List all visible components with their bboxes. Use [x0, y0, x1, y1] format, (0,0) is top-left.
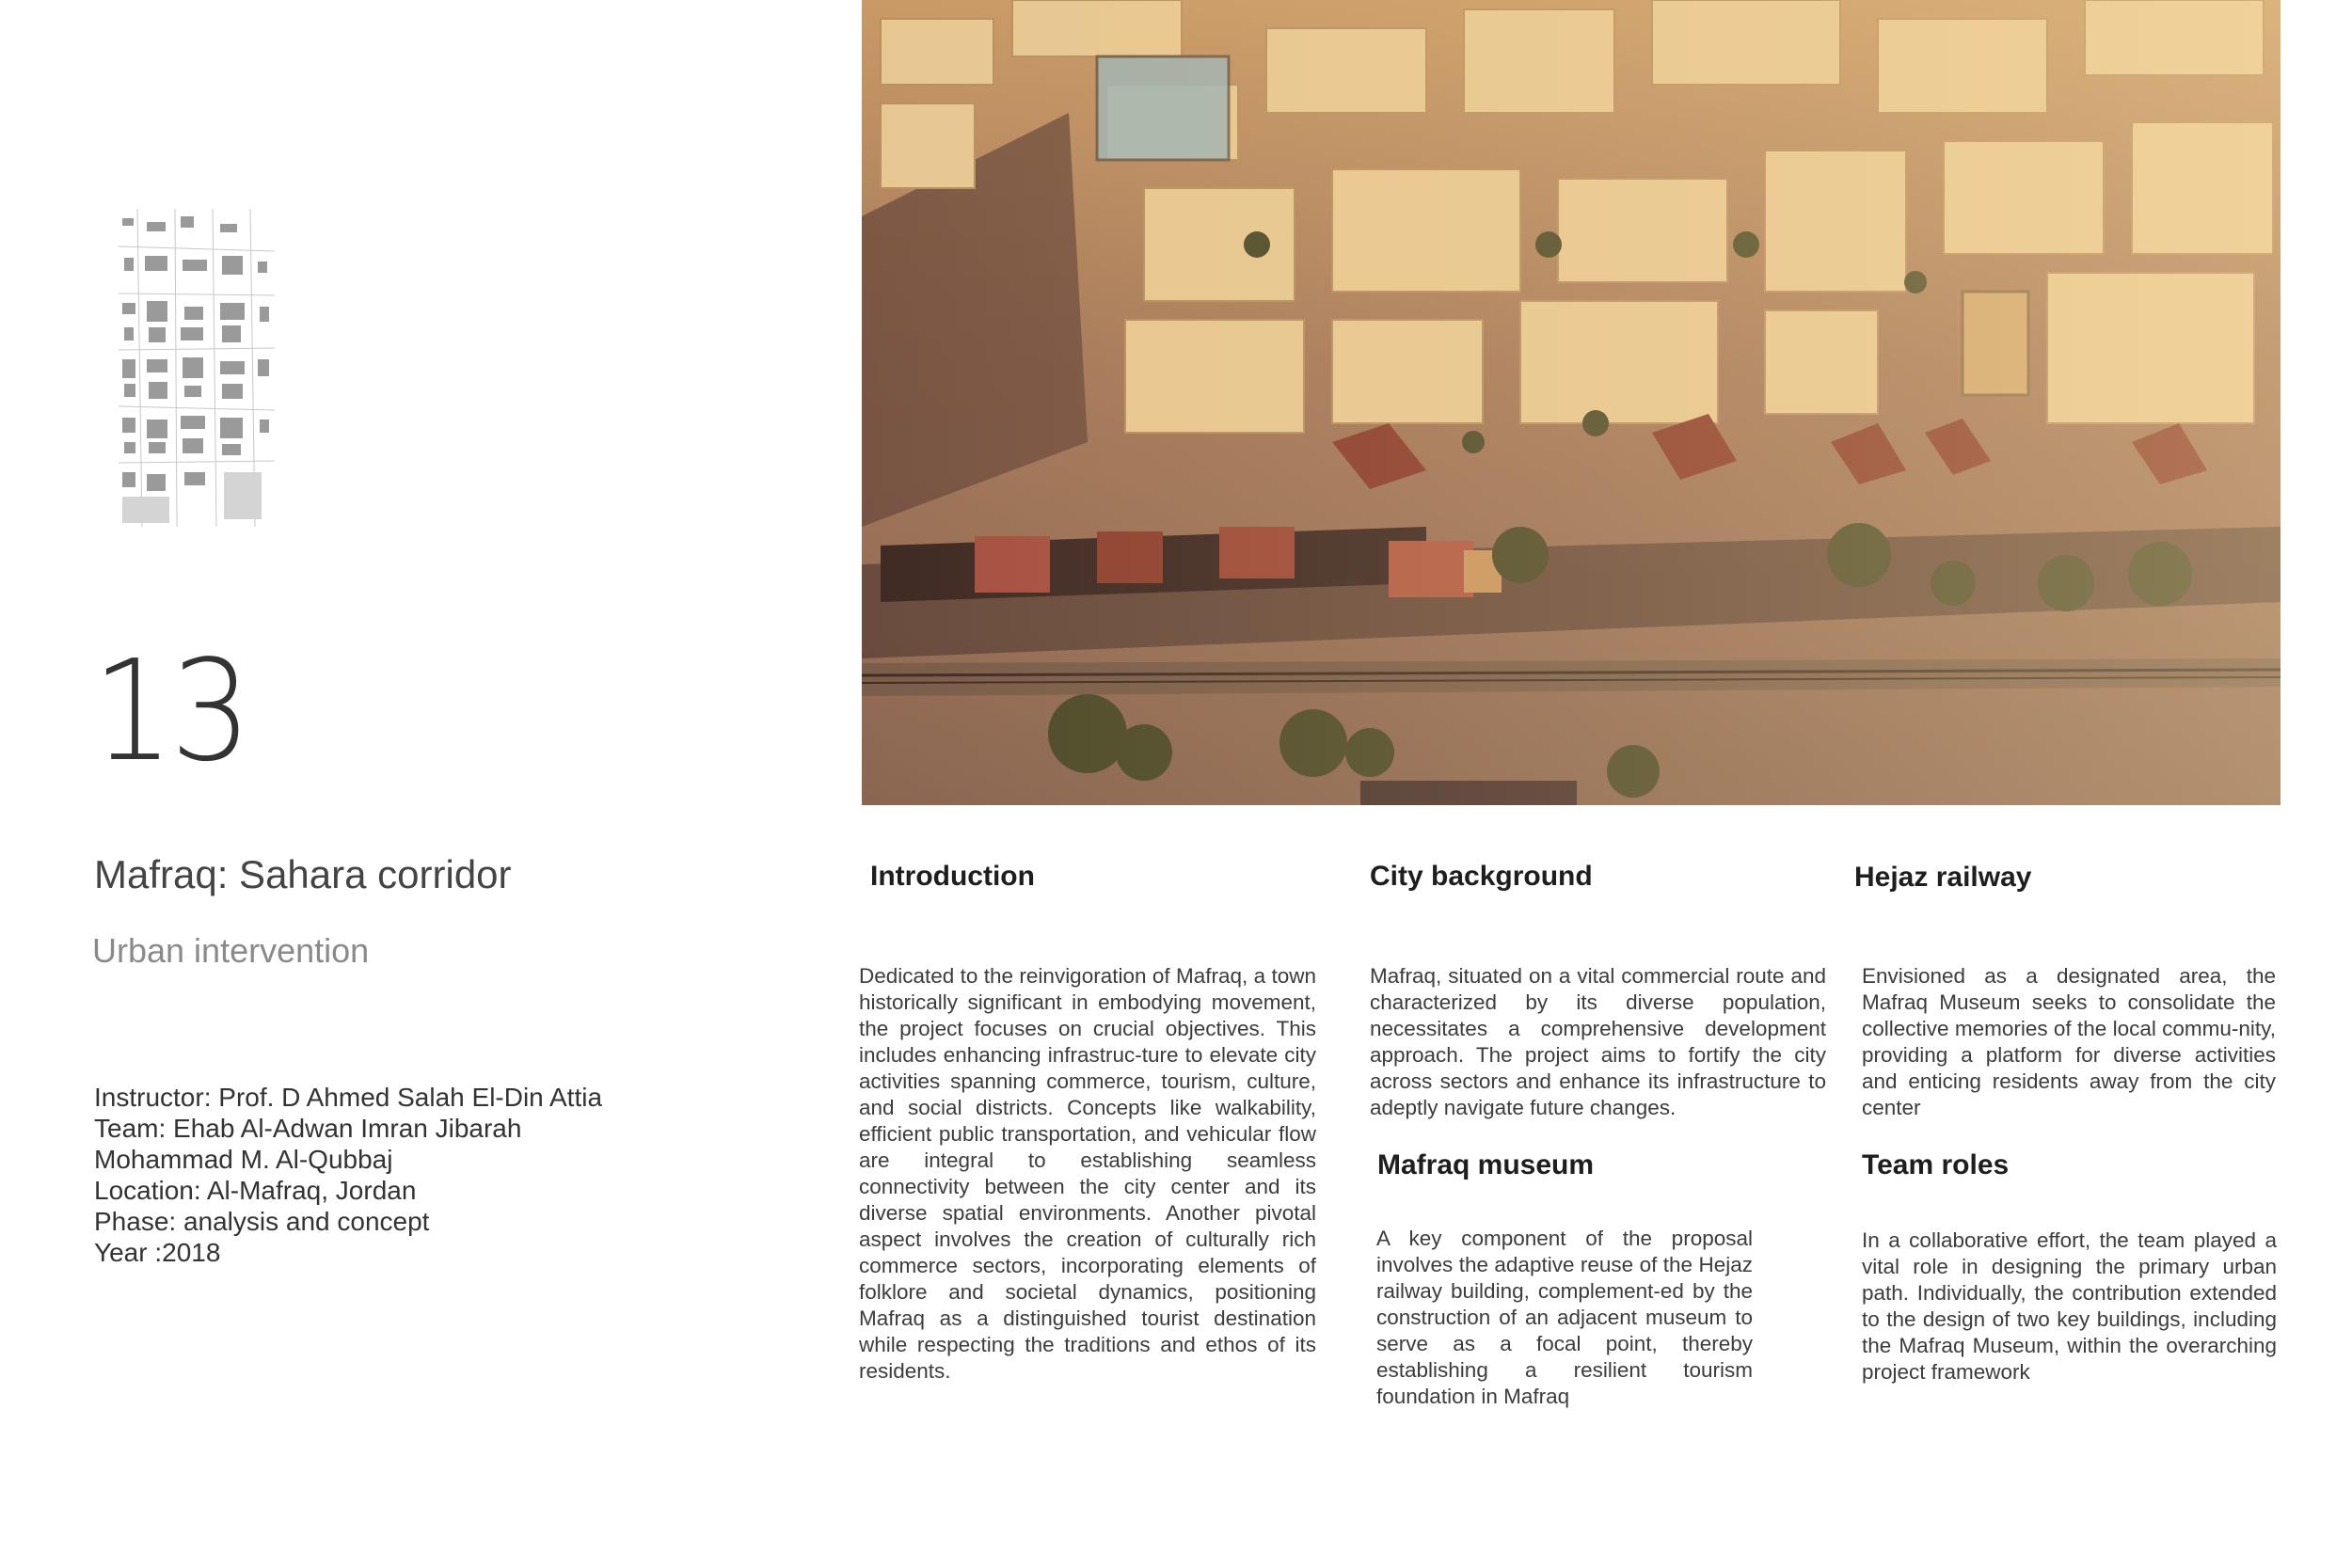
- body-team-roles: In a collaborative effort, the team played a vital role in designing the primary urban path. Individually, the contribution extended to the design of two key buildings, including the Mafraq Museum, within the overarching project framework: [1862, 1228, 2277, 1384]
- body-city-background: Mafraq, situated on a vital commercial route and characterized by its diverse population, necessitates a comprehensive development approach. The project aims to fortify the city across sectors and enhance its infrastructure to adeptly navigate future changes.: [1370, 964, 1826, 1119]
- credit-instructor: Instructor: Prof. D Ahmed Salah El-Din Attia: [94, 1083, 603, 1112]
- body-mafraq-museum: A key component of the proposal involves the adaptive reuse of the Hejaz railway building, complement-ed by the construction of an adjacent museum to serve as a focal point, thereby establishing a resilient tourism foundation in Mafraq: [1376, 1227, 1753, 1408]
- heading-team-roles: Team roles: [1862, 1149, 2010, 1180]
- project-title: Mafraq: Sahara corridor: [94, 852, 512, 896]
- heading-city-background: City background: [1370, 861, 1593, 892]
- credit-team: Team: Ehab Al-Adwan Imran Jibarah: [94, 1114, 522, 1143]
- heading-mafraq-museum: Mafraq museum: [1377, 1149, 1595, 1180]
- credit-location: Location: Al-Mafraq, Jordan: [94, 1176, 417, 1205]
- body-introduction: Dedicated to the reinvigoration of Mafraq, a town historically significant in embodying movement, the project focuses on crucial objectives. This includes enhancing infrastruc-ture to elevate city activities spanning commerce, tourism, culture, and social districts. Concepts like walkability, efficient public transportation, and vehicular flow are integral to establishing seamless connectivity between the city center and its diverse spatial environments. Another pivotal aspect involves the creation of culturally rich commerce sectors, incorporating elements of folklore and societal dynamics, positioning Mafraq as a distinguished tourist destination while respecting the traditions and ethos of its residents.: [859, 964, 1316, 1383]
- credit-year: Year :2018: [94, 1238, 221, 1267]
- aerial-render-image: [862, 0, 2280, 805]
- body-hejaz-railway: Envisioned as a designated area, the Mafraq Museum seeks to consolidate the collective memories of the local commu-nity, providing a platform for diverse activities and enticing residents away from the city center: [1862, 964, 2276, 1119]
- credit-phase: Phase: analysis and concept: [94, 1207, 430, 1236]
- page-number: 13: [92, 630, 248, 792]
- heading-hejaz-railway: Hejaz railway: [1854, 862, 2032, 893]
- heading-introduction: Introduction: [870, 861, 1035, 892]
- project-credits: [94, 1082, 602, 1268]
- site-plan-thumbnail: [119, 209, 275, 527]
- credit-team-member: Mohammad M. Al-Qubbaj: [94, 1145, 393, 1174]
- project-subtitle: Urban intervention: [92, 931, 370, 970]
